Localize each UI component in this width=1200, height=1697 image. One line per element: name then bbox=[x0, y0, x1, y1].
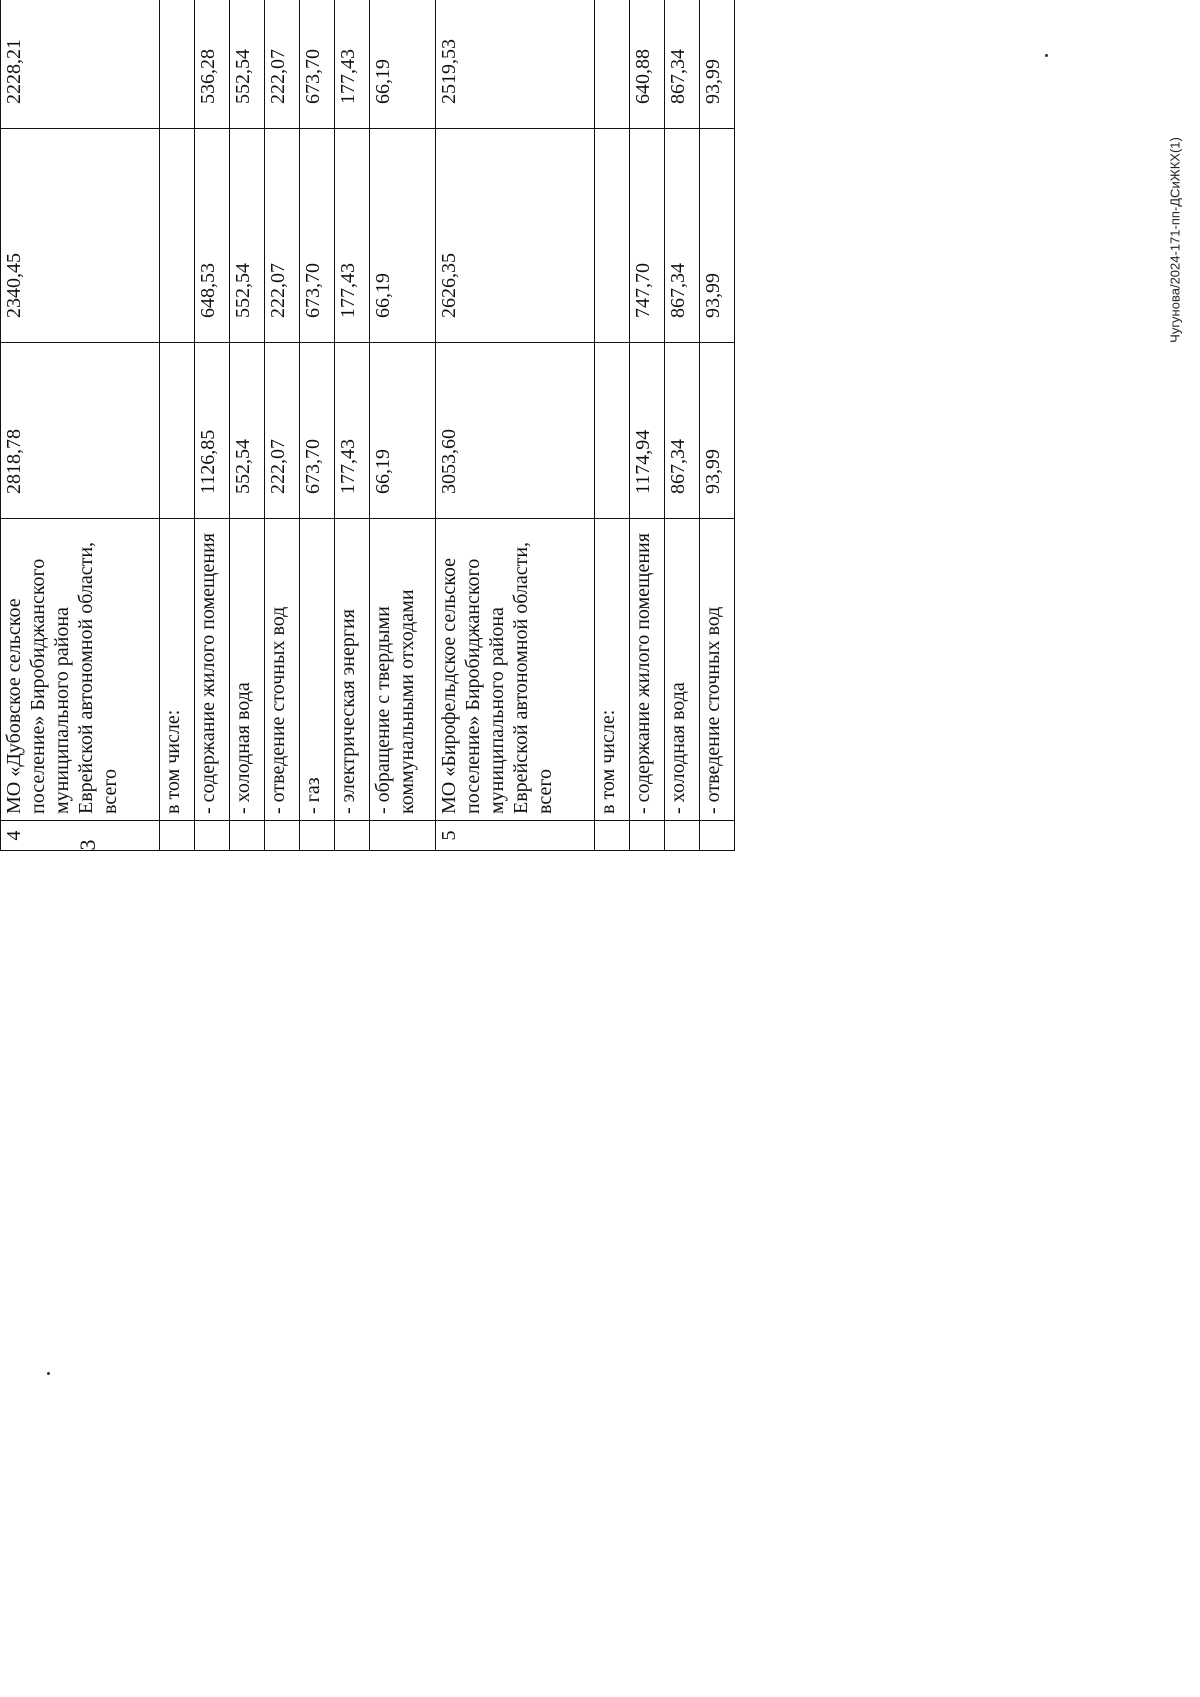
row-number bbox=[369, 821, 435, 851]
row-number bbox=[665, 821, 700, 851]
value-cell-col3: 177,43 bbox=[334, 343, 369, 519]
row-label: МО «Бирофельдское сельское поселение» Биробиджанского муниципального района Еврейской автономной области, всего bbox=[435, 519, 594, 821]
value-cell-col5: 867,34 bbox=[665, 0, 700, 129]
value-cell-col5: 2228,21 bbox=[0, 0, 159, 129]
data-table bbox=[0, 0, 735, 851]
value-cell-col4 bbox=[160, 129, 195, 343]
data-table-rotated bbox=[0, 0, 735, 851]
table-row bbox=[665, 0, 700, 851]
value-cell-col3: 1126,85 bbox=[195, 343, 230, 519]
table-row bbox=[230, 0, 265, 851]
row-label: в том числе: bbox=[160, 519, 195, 821]
row-number bbox=[630, 821, 665, 851]
value-cell-col3: 222,07 bbox=[265, 343, 300, 519]
table-row bbox=[0, 0, 159, 851]
value-cell-col4: 66,19 bbox=[369, 129, 435, 343]
table-row bbox=[334, 0, 369, 851]
table-row bbox=[369, 0, 435, 851]
value-cell-col5: 640,88 bbox=[630, 0, 665, 129]
row-number bbox=[160, 821, 195, 851]
value-cell-col3: 93,99 bbox=[699, 343, 734, 519]
value-cell-col4: 747,70 bbox=[630, 129, 665, 343]
value-cell-col5: 66,19 bbox=[369, 0, 435, 129]
row-number: 4 bbox=[0, 821, 159, 851]
value-cell-col5: 552,54 bbox=[230, 0, 265, 129]
value-cell-col5 bbox=[160, 0, 195, 129]
table-row bbox=[299, 0, 334, 851]
value-cell-col4: 222,07 bbox=[265, 129, 300, 343]
value-cell-col5: 93,99 bbox=[699, 0, 734, 129]
table-row bbox=[435, 0, 594, 851]
row-label: - холодная вода bbox=[665, 519, 700, 821]
value-cell-col3: 1174,94 bbox=[630, 343, 665, 519]
value-cell-col3 bbox=[160, 343, 195, 519]
value-cell-col4: 552,54 bbox=[230, 129, 265, 343]
row-number: 5 bbox=[435, 821, 594, 851]
value-cell-col5: 177,43 bbox=[334, 0, 369, 129]
page-number: 3 bbox=[75, 839, 100, 851]
value-cell-col3: 3053,60 bbox=[435, 343, 594, 519]
table-row bbox=[630, 0, 665, 851]
value-cell-col5: 2519,53 bbox=[435, 0, 594, 129]
value-cell-col4: 93,99 bbox=[699, 129, 734, 343]
row-number bbox=[299, 821, 334, 851]
table-row bbox=[160, 0, 195, 851]
row-number bbox=[334, 821, 369, 851]
row-label: - содержание жилого помещения bbox=[195, 519, 230, 821]
row-number bbox=[230, 821, 265, 851]
value-cell-col3 bbox=[595, 343, 630, 519]
scan-speck bbox=[47, 1372, 50, 1375]
document-reference: Чугунова/2024-171-пп-ДСиЖКХ(1) bbox=[1167, 137, 1183, 343]
value-cell-col5: 222,07 bbox=[265, 0, 300, 129]
table-row bbox=[195, 0, 230, 851]
row-number bbox=[699, 821, 734, 851]
row-label: МО «Дубовское сельское поселение» Биробиджанского муниципального района Еврейской автономной области, всего bbox=[0, 519, 159, 821]
row-label: - отведение сточных вод bbox=[265, 519, 300, 821]
value-cell-col4: 177,43 bbox=[334, 129, 369, 343]
value-cell-col5: 673,70 bbox=[299, 0, 334, 129]
value-cell-col4: 648,53 bbox=[195, 129, 230, 343]
value-cell-col4: 2626,35 bbox=[435, 129, 594, 343]
value-cell-col3: 673,70 bbox=[299, 343, 334, 519]
value-cell-col3: 2818,78 bbox=[0, 343, 159, 519]
row-label: - обращение с твердыми коммунальными отходами bbox=[369, 519, 435, 821]
table-row bbox=[595, 0, 630, 851]
row-label: - холодная вода bbox=[230, 519, 265, 821]
table-row bbox=[699, 0, 734, 851]
row-number bbox=[595, 821, 630, 851]
value-cell-col4 bbox=[595, 129, 630, 343]
value-cell-col3: 867,34 bbox=[665, 343, 700, 519]
row-number bbox=[265, 821, 300, 851]
value-cell-col5: 536,28 bbox=[195, 0, 230, 129]
value-cell-col3: 66,19 bbox=[369, 343, 435, 519]
value-cell-col4: 673,70 bbox=[299, 129, 334, 343]
value-cell-col5 bbox=[595, 0, 630, 129]
value-cell-col3: 552,54 bbox=[230, 343, 265, 519]
row-label: - электрическая энергия bbox=[334, 519, 369, 821]
row-label: - отведение сточных вод bbox=[699, 519, 734, 821]
table-row bbox=[265, 0, 300, 851]
row-label: в том числе: bbox=[595, 519, 630, 821]
value-cell-col4: 2340,45 bbox=[0, 129, 159, 343]
value-cell-col4: 867,34 bbox=[665, 129, 700, 343]
scan-speck bbox=[1045, 54, 1048, 57]
row-number bbox=[195, 821, 230, 851]
row-label: - содержание жилого помещения bbox=[630, 519, 665, 821]
row-label: - газ bbox=[299, 519, 334, 821]
